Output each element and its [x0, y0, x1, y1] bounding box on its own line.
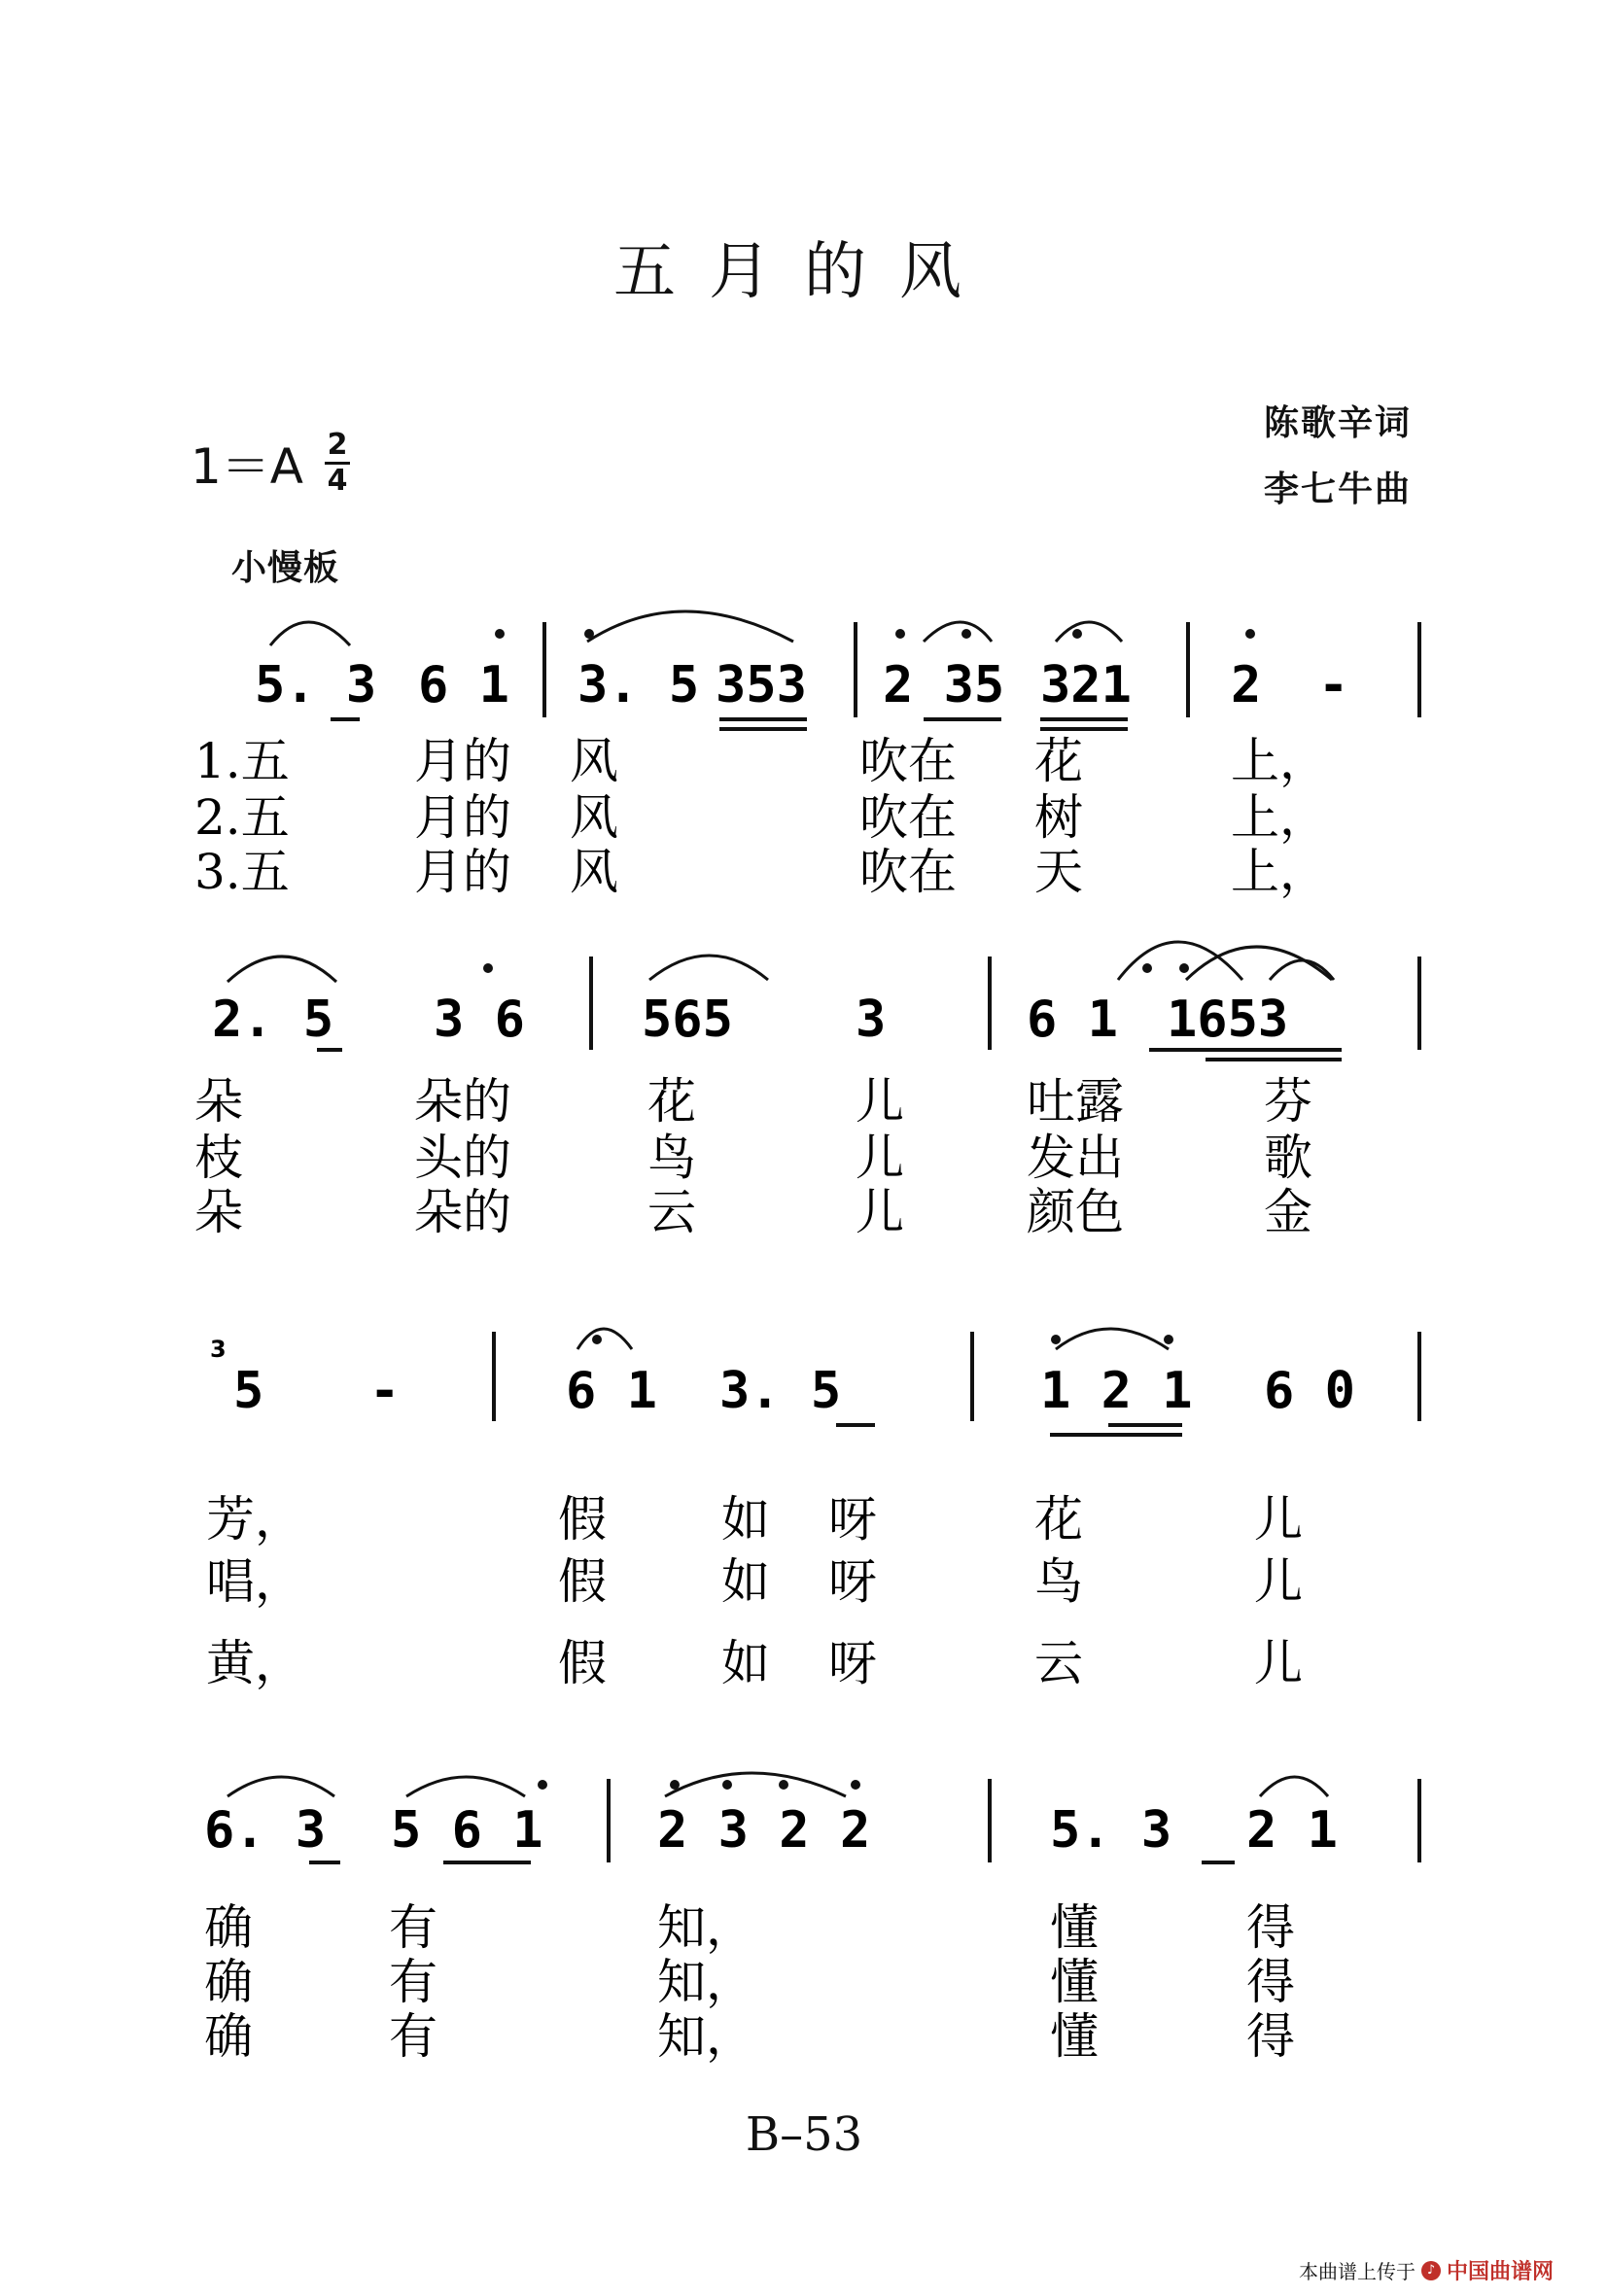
- lyric: 黄，: [206, 1635, 303, 1691]
- lyric: 知，: [657, 1899, 754, 1956]
- lyric: 得: [1246, 2008, 1295, 2065]
- lyric: 朵的: [414, 1073, 511, 1130]
- lyric: 歌: [1264, 1130, 1312, 1186]
- lyric: 风: [570, 844, 618, 900]
- lyric: 呀: [828, 1635, 877, 1691]
- lyric: 1.五: [194, 733, 290, 789]
- lyric: 呀: [828, 1491, 877, 1548]
- lyric: 枝: [194, 1130, 243, 1186]
- tempo-marking: 小慢板: [231, 548, 340, 588]
- note-group: 2 1: [1246, 1801, 1338, 1860]
- lyric: 儿: [1254, 1491, 1303, 1548]
- note-group: 1 2 1: [1040, 1362, 1193, 1420]
- lyric: 头的: [414, 1130, 511, 1186]
- lyric: 鸟: [1034, 1553, 1083, 1610]
- lyric: 有: [389, 2008, 437, 2065]
- lyric: 儿: [1254, 1553, 1303, 1610]
- lyric: 如: [721, 1553, 770, 1610]
- lyric: 唱，: [206, 1553, 303, 1610]
- lyric: 吐露: [1027, 1073, 1124, 1130]
- lyric: 吹在: [859, 789, 957, 846]
- note-group: 6 0: [1264, 1362, 1355, 1420]
- lyric: 金: [1264, 1184, 1312, 1240]
- note-group: 6 1: [418, 656, 509, 714]
- time-bottom: 4: [327, 463, 348, 498]
- note-group: 5. 3: [255, 656, 377, 714]
- lyricist-credit: 陈歌辛词: [1264, 403, 1413, 443]
- lyric: 朵: [194, 1073, 243, 1130]
- note-group: 5 6 1: [391, 1801, 543, 1860]
- lyric: 得: [1246, 1899, 1295, 1956]
- lyric: 如: [721, 1635, 770, 1691]
- composer-credit: 李七牛曲: [1264, 470, 1413, 509]
- note-group: 3. 5: [577, 656, 700, 714]
- lyric: 有: [389, 1954, 437, 2010]
- lyric: 3.五: [194, 844, 290, 900]
- lyric: 上，: [1231, 789, 1328, 846]
- note-group: 5. 3: [1050, 1801, 1172, 1860]
- lyric: 花: [1034, 733, 1083, 789]
- lyric: 鸟: [647, 1130, 696, 1186]
- lyric: 花: [647, 1073, 696, 1130]
- note-group: 2. 5: [212, 991, 334, 1049]
- note-group: 2: [1231, 656, 1262, 714]
- lyric: 知，: [657, 2008, 754, 2065]
- lyric: 2.五: [194, 789, 290, 846]
- lyric: 上，: [1231, 844, 1328, 900]
- note-group: 2 35: [883, 656, 1005, 714]
- lyric: 月的: [414, 733, 511, 789]
- lyric: 吹在: [859, 733, 957, 789]
- lyric: 风: [570, 789, 618, 846]
- lyric: 懂: [1050, 1954, 1099, 2010]
- note-group: -: [1318, 656, 1349, 714]
- lyric: 呀: [828, 1553, 877, 1610]
- note-group: 3. 5: [719, 1362, 842, 1420]
- note-group: 5: [233, 1362, 264, 1420]
- lyric: 确: [204, 1899, 253, 1956]
- footer-site: 中国曲谱网: [1447, 2260, 1555, 2284]
- lyric: 假: [558, 1635, 607, 1691]
- lyric: 树: [1034, 789, 1083, 846]
- note-group: 321: [1040, 656, 1132, 714]
- lyric: 知，: [657, 1954, 754, 2010]
- lyric: 懂: [1050, 1899, 1099, 1956]
- site-logo-icon: ♪: [1421, 2261, 1441, 2280]
- note-group: 2 3 2: [657, 1801, 810, 1860]
- lyric: 朵: [194, 1184, 243, 1240]
- note-group: 1653: [1167, 991, 1289, 1049]
- note-group: 6 1: [566, 1362, 657, 1420]
- lyric: 儿: [856, 1073, 904, 1130]
- lyric: 确: [204, 2008, 253, 2065]
- lyric: 月的: [414, 844, 511, 900]
- lyric: 上，: [1231, 733, 1328, 789]
- note-group: 565: [642, 991, 733, 1049]
- lyric: 如: [721, 1491, 770, 1548]
- note-group: -: [369, 1362, 401, 1420]
- lyric: 云: [647, 1184, 696, 1240]
- page-title: 五月的风: [613, 236, 995, 308]
- lyric: 得: [1246, 1954, 1295, 2010]
- lyric: 有: [389, 1899, 437, 1956]
- lyric: 天: [1034, 844, 1083, 900]
- lyric: 朵的: [414, 1184, 511, 1240]
- lyric: 花: [1034, 1491, 1083, 1548]
- note-group: 6 1: [1027, 991, 1118, 1049]
- lyric: 芬: [1264, 1073, 1312, 1130]
- lyric: 风: [570, 733, 618, 789]
- lyric: 发出: [1027, 1130, 1124, 1186]
- note-group: 6. 3: [204, 1801, 327, 1860]
- footer-text: 本曲谱上传于: [1299, 2260, 1416, 2283]
- lyric: 芳，: [206, 1491, 303, 1548]
- lyric: 懂: [1050, 2008, 1099, 2065]
- lyric: 儿: [856, 1130, 904, 1186]
- note-group: 2: [840, 1801, 871, 1860]
- note-group: 353: [716, 656, 807, 714]
- lyric: 吹在: [859, 844, 957, 900]
- grace-note: 3: [210, 1336, 227, 1363]
- footer-watermark: [1299, 2255, 1554, 2285]
- lyric: 确: [204, 1954, 253, 2010]
- lyric: 儿: [856, 1184, 904, 1240]
- lyric: 儿: [1254, 1635, 1303, 1691]
- lyric: 颜色: [1027, 1184, 1124, 1240]
- lyric: 假: [558, 1491, 607, 1548]
- key-label: 1＝A: [191, 438, 304, 495]
- page-number: B–53: [745, 2107, 863, 2162]
- lyric: 云: [1034, 1635, 1083, 1691]
- time-top: 2: [327, 427, 348, 462]
- slurs: [227, 611, 1334, 1796]
- lyric: 月的: [414, 789, 511, 846]
- note-group: 3 6: [434, 991, 525, 1049]
- lyric: 假: [558, 1553, 607, 1610]
- note-group: 3: [856, 991, 887, 1049]
